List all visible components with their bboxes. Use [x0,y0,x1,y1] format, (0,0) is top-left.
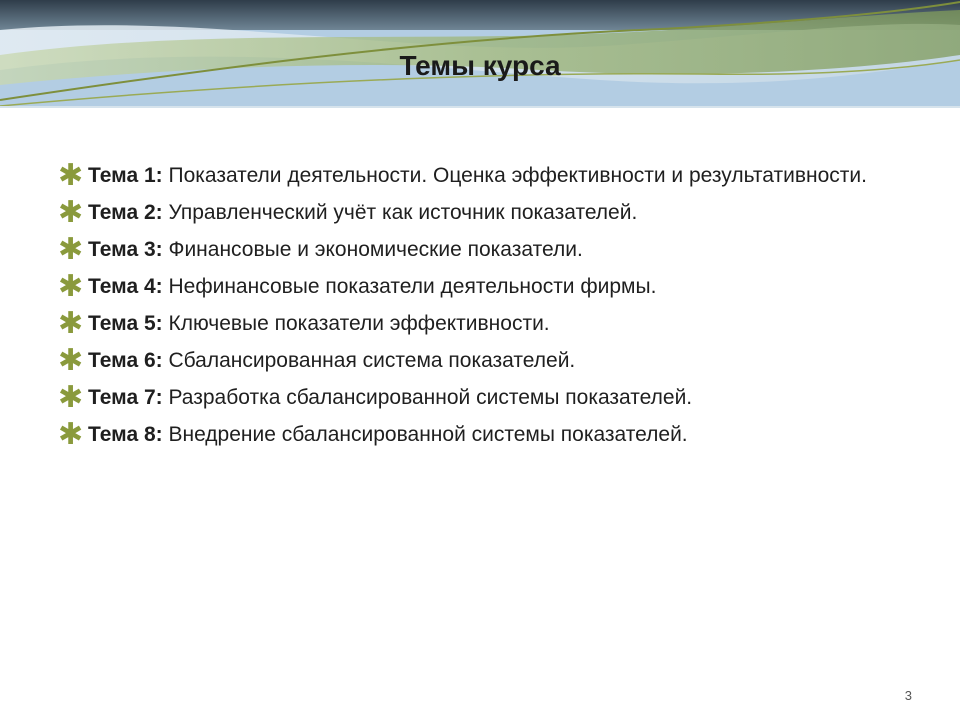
topic-text: Разработка сбалансированной системы показателей. [162,386,693,409]
topic-text: Показатели деятельности. Оценка эффективности и результативности. [162,164,867,187]
topic-text: Ключевые показатели эффективности. [162,312,550,335]
list-item [58,197,918,229]
list-item [58,345,918,377]
list-item [58,308,918,340]
asterisk-bullet-icon: ✱ [58,380,84,415]
topic-text: Нефинансовые показатели деятельности фирмы. [162,275,657,298]
topic-text: Финансовые и экономические показатели. [162,238,583,261]
asterisk-bullet-icon: ✱ [58,306,84,341]
asterisk-bullet-icon: ✱ [58,195,84,230]
topic-label: Тема 2: [88,201,163,224]
topic-text: Управленческий учёт как источник показателей. [162,201,638,224]
slide-title: Темы курса [399,50,561,81]
topic-label: Тема 4: [88,275,163,298]
topic-text: Внедрение сбалансированной системы показателей. [162,423,688,446]
topic-label: Тема 1: [88,164,163,187]
list-item [58,234,918,266]
list-item [58,160,918,192]
topic-label: Тема 5: [88,312,163,335]
topic-label: Тема 8: [88,423,163,446]
list-item [58,419,918,451]
page-number: 3 [904,688,912,703]
asterisk-bullet-icon: ✱ [58,269,84,304]
asterisk-bullet-icon: ✱ [58,232,84,267]
list-item [58,271,918,303]
topic-label: Тема 3: [88,238,163,261]
topic-text: Сбалансированная система показателей. [162,349,576,372]
topic-list [58,160,918,456]
topic-label: Тема 7: [88,386,163,409]
asterisk-bullet-icon: ✱ [58,158,84,193]
asterisk-bullet-icon: ✱ [58,343,84,378]
topic-label: Тема 6: [88,349,163,372]
asterisk-bullet-icon: ✱ [58,417,84,452]
list-item [58,382,918,414]
